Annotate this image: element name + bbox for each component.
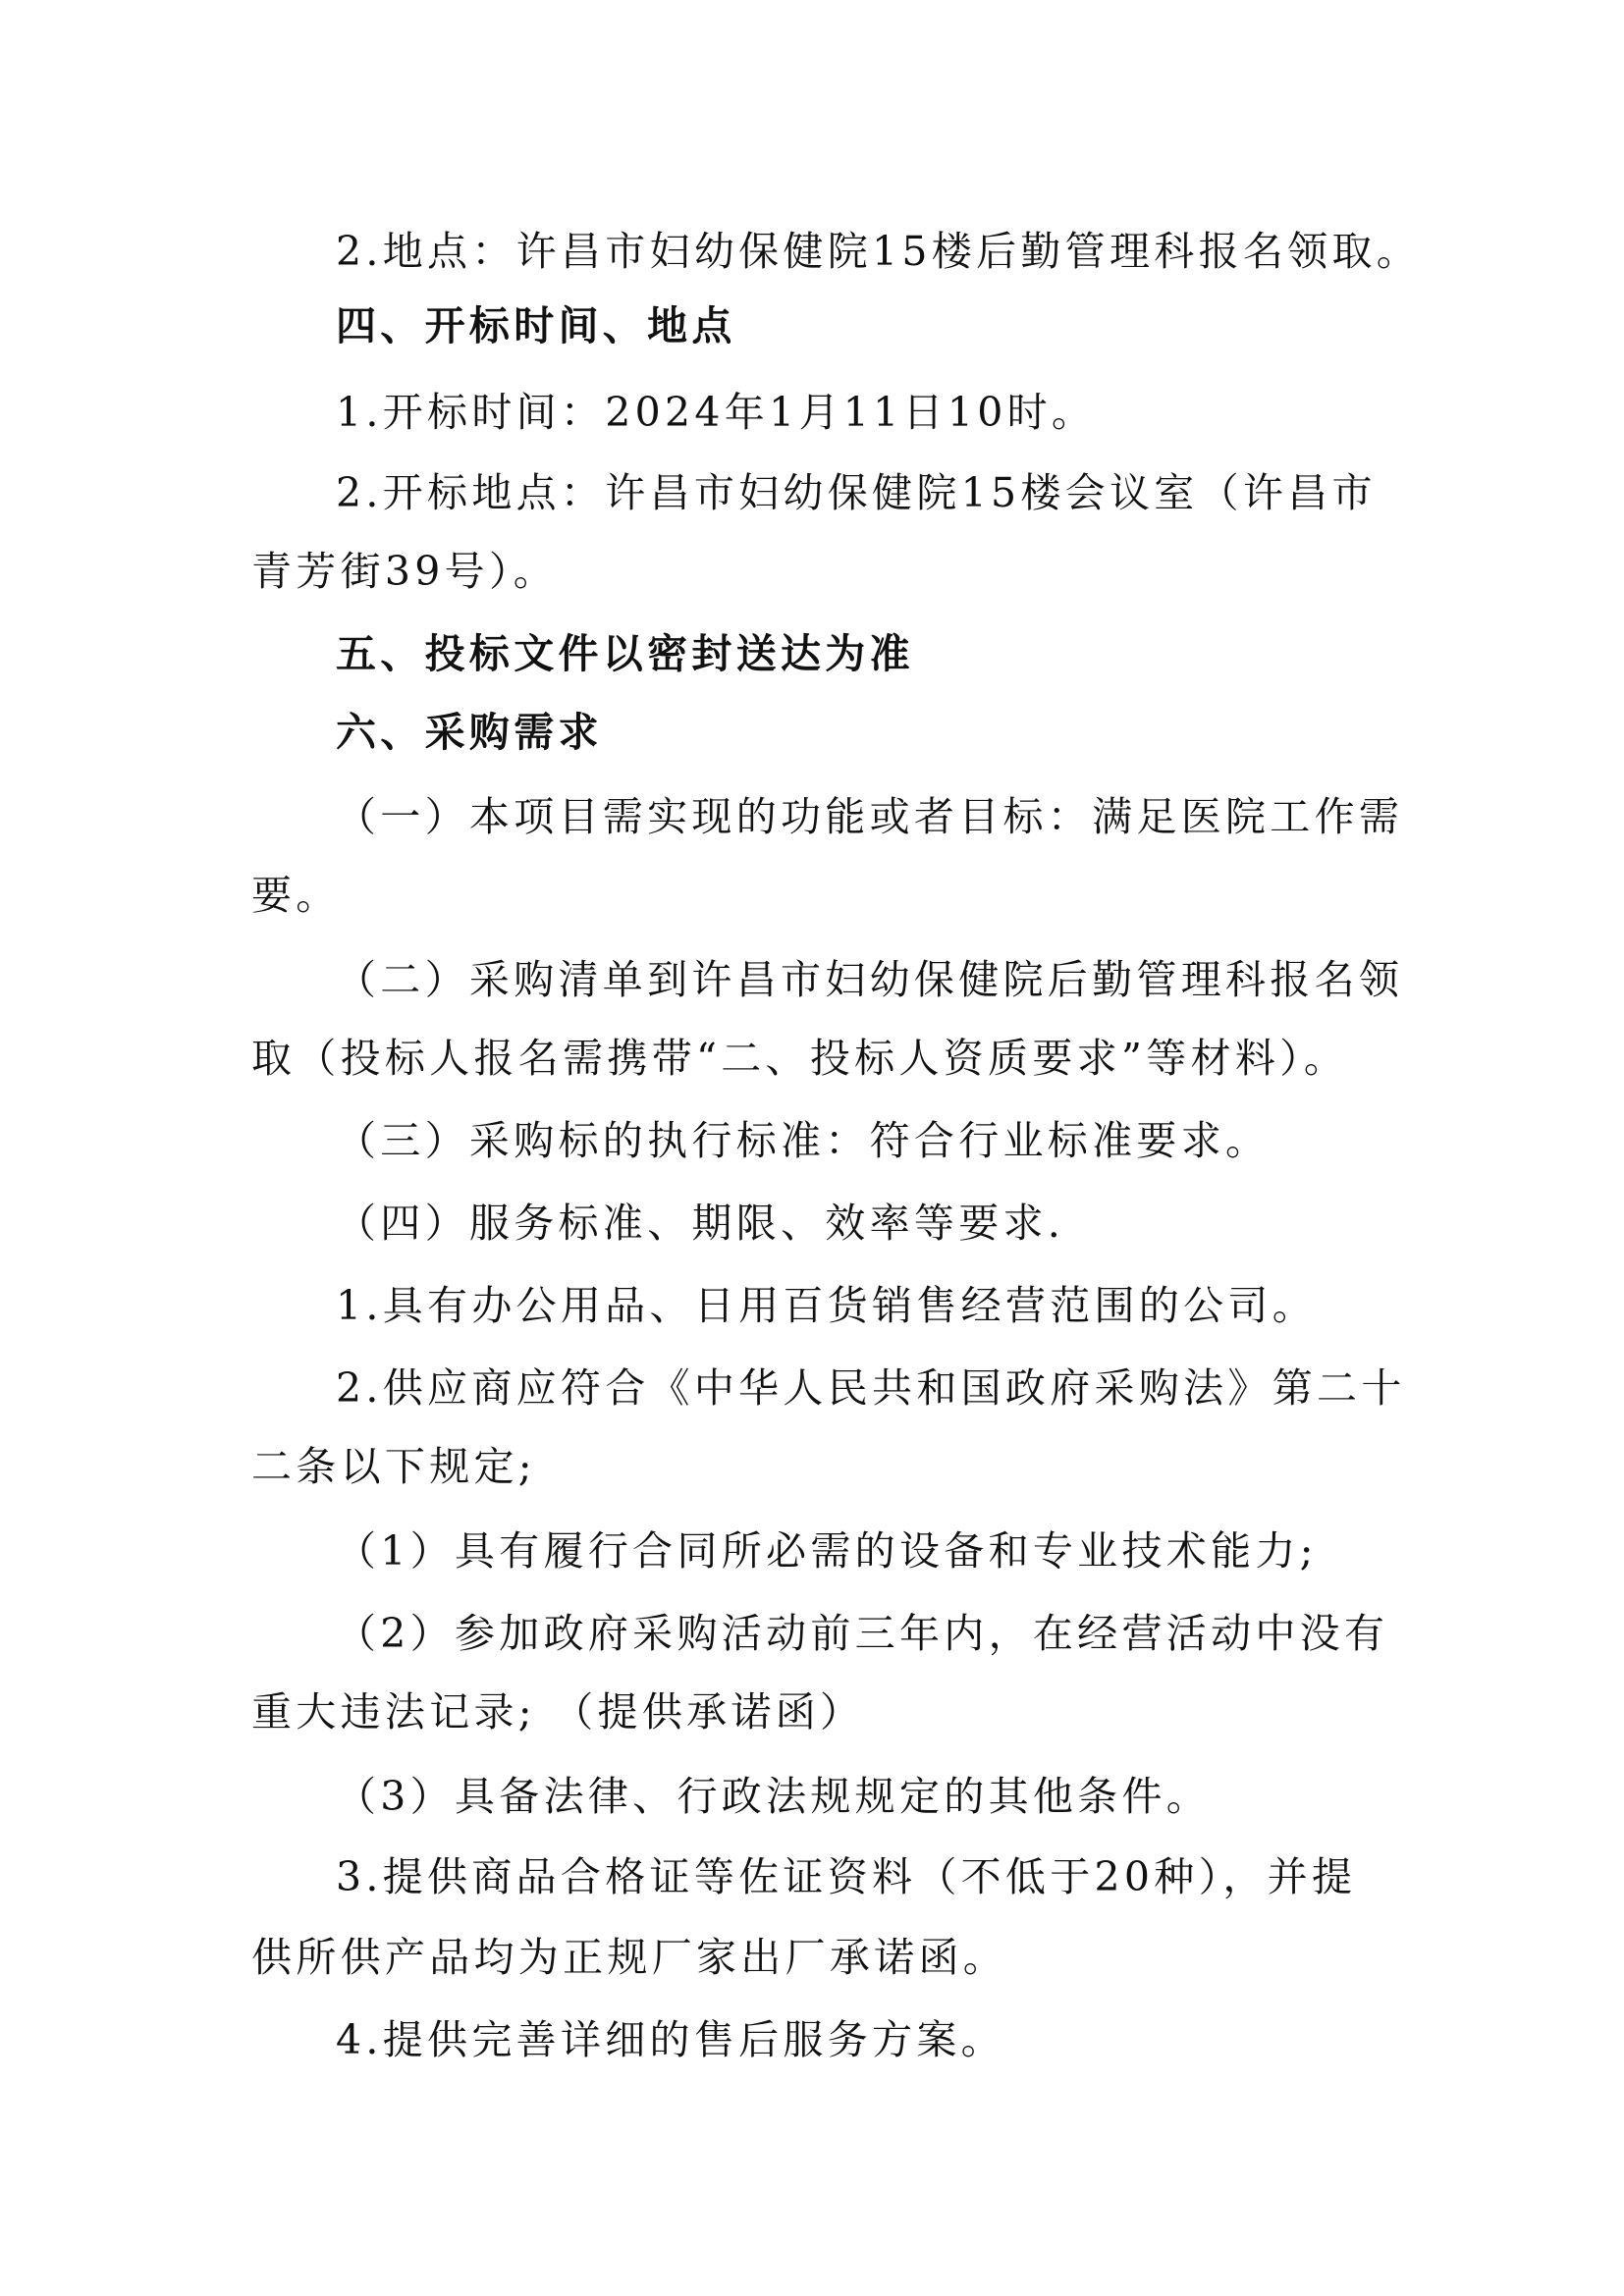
bid-opening-location-cont: 青芳街39号）。 [251, 548, 559, 595]
requirement-1-line: （一）本项目需实现的功能或者目标：满足医院工作需 [336, 793, 1404, 840]
item-3-line: 3.提供商品合格证等佐证资料（不低于20种），并提 [336, 1853, 1357, 1900]
section-heading-6: 六、采购需求 [336, 709, 603, 756]
item-4-line: 4.提供完善详细的售后服务方案。 [336, 2016, 1005, 2063]
location-line: 2.地点：许昌市妇幼保健院15楼后勤管理科报名领取。 [336, 228, 1422, 275]
condition-2-cont: 重大违法记录; （提供承诺函） [251, 1688, 865, 1735]
condition-1-line: （1）具有履行合同所必需的设备和专业技术能力; [336, 1527, 1318, 1575]
item-2-cont: 二条以下规定; [251, 1443, 536, 1490]
section-heading-4: 四、开标时间、地点 [336, 302, 736, 349]
bid-opening-location-line: 2.开标地点：许昌市妇幼保健院15楼会议室（许昌市 [336, 469, 1377, 516]
condition-3-line: （3）具备法律、行政法规规定的其他条件。 [336, 1773, 1212, 1820]
condition-2-line: （2）参加政府采购活动前三年内，在经营活动中没有 [336, 1610, 1389, 1657]
section-heading-5: 五、投标文件以密封送达为准 [336, 630, 914, 677]
requirement-2-cont: 取（投标人报名需携带“二、投标人资质要求”等材料）。 [251, 1035, 1349, 1082]
requirement-2-line: （二）采购清单到许昌市妇幼保健院后勤管理科报名领 [336, 956, 1404, 1003]
requirement-3-line: （三）采购标的执行标准：符合行业标准要求。 [336, 1117, 1271, 1164]
item-2-line: 2.供应商应符合《中华人民共和国政府采购法》第二十 [336, 1364, 1406, 1412]
item-3-cont: 供所供产品均为正规厂家出厂承诺函。 [251, 1934, 1008, 1981]
requirement-1-cont: 要。 [251, 872, 341, 919]
item-1-line: 1.具有办公用品、日用百货销售经营范围的公司。 [336, 1282, 1318, 1329]
requirement-4-line: （四）服务标准、期限、效率等要求. [336, 1200, 1065, 1247]
bid-opening-time-line: 1.开标时间：2024年1月11日10时。 [336, 389, 1097, 436]
